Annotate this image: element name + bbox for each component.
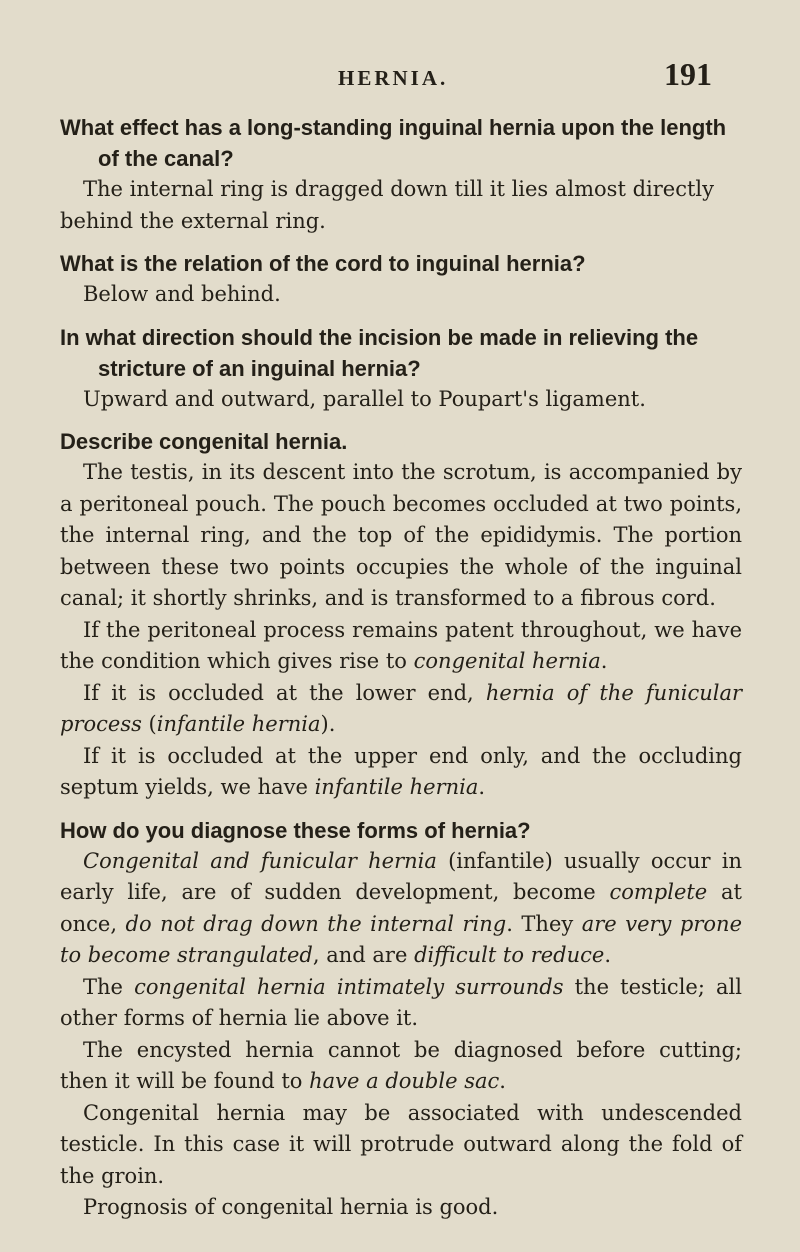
italic-phrase: congenital hernia — [134, 974, 326, 999]
question-heading: How do you diagnose these forms of hernia? — [60, 817, 531, 843]
italic-phrase: are very prone to become strangulated — [60, 911, 742, 967]
page-number: 191 — [664, 56, 712, 92]
italic-phrase: do not drag down the internal ring — [125, 911, 507, 936]
body-paragraph: If the peritoneal process remains patent throughout, we have the condition which gives rise to congenital hernia. — [60, 617, 742, 673]
question-heading: In what direction should the incision be made in relieving the stricture of an inguinal hernia? — [60, 324, 699, 381]
body-paragraph: The congenital hernia intimately surrounds the testicle; all other forms of hernia lie above it. — [60, 974, 742, 1030]
page-body — [60, 112, 742, 1235]
italic-phrase: infantile hernia — [156, 712, 321, 736]
qa-section — [60, 426, 742, 804]
answer-text: Below and behind. — [83, 282, 281, 306]
body-paragraph: Prognosis of congenital hernia is good. — [83, 1195, 499, 1219]
body-paragraph: Congenital hernia may be associated with undescended testicle. In this case it will protrude outward along the fold of the groin. — [60, 1100, 742, 1188]
italic-phrase: difficult to reduce — [414, 943, 605, 967]
italic-phrase: infantile hernia — [314, 775, 479, 799]
answer-text: Upward and outward, parallel to Poupart's ligament. — [83, 386, 646, 411]
qa-section — [60, 112, 742, 237]
page-header — [0, 56, 800, 106]
question-heading: What is the relation of the cord to inguinal hernia? — [60, 251, 586, 276]
body-paragraph: If it is occluded at the lower end, hernia of the funicular process (infantile hernia). — [60, 680, 743, 736]
italic-phrase: hernia of the funicular process — [60, 680, 743, 736]
body-paragraph: If it is occluded at the upper end only, and the occluding septum yields, we have infantile hernia. — [60, 743, 742, 799]
italic-phrase: intimately surrounds — [336, 974, 564, 999]
running-head: HERNIA. — [338, 66, 449, 90]
italic-phrase: Congenital and funicular hernia — [83, 848, 437, 873]
qa-section — [60, 322, 742, 416]
qa-section — [60, 815, 742, 1224]
body-paragraph: Congenital and funicular hernia (infantile) usually occur in early life, are of sudden development, become complete at once, do not drag down the internal ring. They are very prone to become strangulated, and are difficult to reduce. — [60, 848, 743, 967]
answer-text: The internal ring is dragged down till it lies almost directly behind the external ring. — [60, 177, 714, 233]
body-paragraph: The testis, in its descent into the scrotum, is accompanied by a peritoneal pouch. The pouch becomes occluded at two points, the internal ring, and the top of the epididymis. The portion between these two points occupies the whole of the inguinal canal; it shortly shrinks, and is transformed to a fibrous cord. — [60, 460, 742, 610]
qa-section — [60, 248, 742, 311]
body-paragraph: The encysted hernia cannot be diagnosed before cutting; then it will be found to have a double sac. — [60, 1037, 742, 1093]
italic-phrase: complete — [609, 880, 708, 904]
question-heading: Describe congenital hernia. — [60, 429, 348, 454]
italic-phrase: have a double sac — [309, 1069, 500, 1093]
question-heading: What effect has a long-standing inguinal hernia upon the length of the canal? — [60, 115, 727, 171]
italic-phrase: congenital hernia — [413, 649, 601, 673]
